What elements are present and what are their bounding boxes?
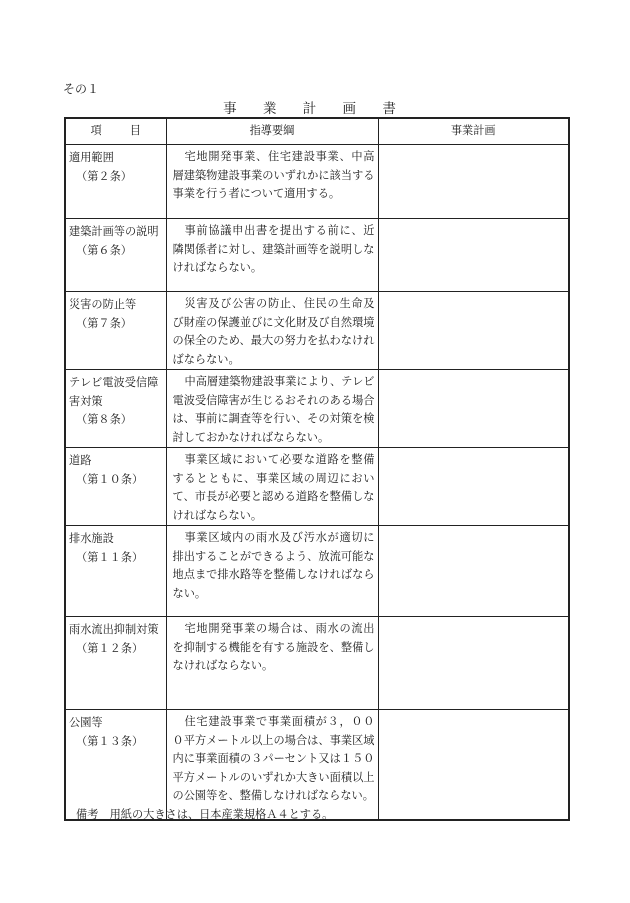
document-label: その１ bbox=[63, 82, 100, 96]
guideline-text: 宅地開発事業、住宅建設事業、中高層建築物建設事業のいずれかに該当する事業を行う者について適用する。 bbox=[172, 150, 375, 200]
header-item-part2: 目 bbox=[129, 124, 141, 138]
guideline-cell bbox=[166, 710, 378, 820]
item-cell bbox=[65, 526, 166, 617]
item-name: 公園等 bbox=[69, 716, 103, 729]
guideline-cell bbox=[166, 526, 378, 617]
guideline-text: 事業区域において必要な道路を整備するとともに、事業区域の周辺において、市長が必要と認める道路を整備しなければならない。 bbox=[172, 453, 375, 522]
table-row bbox=[65, 219, 569, 292]
plan-cell[interactable] bbox=[378, 710, 569, 820]
table-row bbox=[65, 710, 569, 820]
document-title: 事 業 計 画 書 bbox=[223, 101, 407, 117]
item-article: （第１０条） bbox=[76, 472, 144, 486]
guideline-cell bbox=[166, 448, 378, 526]
guideline-cell bbox=[166, 219, 378, 292]
item-cell bbox=[65, 617, 166, 710]
guideline-cell bbox=[166, 370, 378, 448]
item-name: 排水施設 bbox=[69, 532, 114, 545]
item-cell bbox=[65, 219, 166, 292]
item-article: （第２条） bbox=[76, 169, 132, 183]
item-name: 災害の防止等 bbox=[69, 298, 137, 311]
table-row bbox=[65, 292, 569, 370]
plan-cell[interactable] bbox=[378, 448, 569, 526]
item-article: （第７条） bbox=[76, 316, 132, 330]
header-item-part1: 項 bbox=[90, 124, 102, 138]
plan-cell[interactable] bbox=[378, 219, 569, 292]
item-name: 適用範囲 bbox=[69, 151, 114, 164]
item-article: （第６条） bbox=[76, 243, 132, 257]
guideline-cell bbox=[166, 617, 378, 710]
guideline-cell bbox=[166, 145, 378, 219]
item-name: テレビ電波受信障害対策 bbox=[69, 376, 159, 408]
table-row bbox=[65, 526, 569, 617]
guideline-text: 中高層建築物建設事業により、テレビ電波受信障害が生じるおそれのある場合は、事前に調査等を行い、その対策を検討しておかなければならない。 bbox=[172, 375, 375, 444]
header-plan: 事業計画 bbox=[378, 118, 569, 145]
plan-cell[interactable] bbox=[378, 526, 569, 617]
table-row bbox=[65, 370, 569, 448]
business-plan-table bbox=[64, 117, 570, 821]
guideline-text: 事業区域内の雨水及び汚水が適切に排出することができるよう、放流可能な地点まで排水路等を整備しなければならない。 bbox=[172, 531, 375, 600]
header-item bbox=[65, 118, 166, 145]
item-cell bbox=[65, 145, 166, 219]
table-header-row bbox=[65, 118, 569, 145]
item-name: 道路 bbox=[69, 454, 92, 467]
plan-cell[interactable] bbox=[378, 292, 569, 370]
item-article: （第１１条） bbox=[76, 550, 144, 564]
item-article: （第８条） bbox=[76, 413, 132, 426]
item-cell bbox=[65, 292, 166, 370]
plan-cell[interactable] bbox=[378, 617, 569, 710]
guideline-text: 災害及び公害の防止、住民の生命及び財産の保護並びに文化財及び自然環境の保全のため、最大の努力を払わなければならない。 bbox=[172, 297, 375, 366]
item-cell bbox=[65, 448, 166, 526]
table-row bbox=[65, 617, 569, 710]
item-article: （第１２条） bbox=[76, 641, 144, 655]
table-row bbox=[65, 448, 569, 526]
item-cell bbox=[65, 370, 166, 448]
header-guideline: 指導要綱 bbox=[166, 118, 378, 145]
guideline-text: 宅地開発事業の場合は、雨水の流出を抑制する機能を有する施設を、整備しなければならない。 bbox=[172, 622, 375, 672]
guideline-text: 事前協議申出書を提出する前に、近隣関係者に対し、建築計画等を説明しなければならない。 bbox=[172, 224, 375, 274]
plan-cell[interactable] bbox=[378, 370, 569, 448]
item-name: 雨水流出抑制対策 bbox=[69, 623, 159, 636]
plan-cell[interactable] bbox=[378, 145, 569, 219]
item-article: （第１３条） bbox=[76, 734, 144, 748]
item-name: 建築計画等の説明 bbox=[69, 225, 159, 238]
remark-note: 備考 用紙の大きさは、日本産業規格Ａ４とする。 bbox=[76, 808, 334, 821]
guideline-text: 住宅建設事業で事業面積が３，０００平方メートル以上の場合は、事業区域内に事業面積の３パーセント又は１５０平方メートルのいずれか大きい面積以上の公園等を、整備しなければならない。 bbox=[172, 715, 375, 802]
guideline-cell bbox=[166, 292, 378, 370]
table-row bbox=[65, 145, 569, 219]
item-cell bbox=[65, 710, 166, 820]
